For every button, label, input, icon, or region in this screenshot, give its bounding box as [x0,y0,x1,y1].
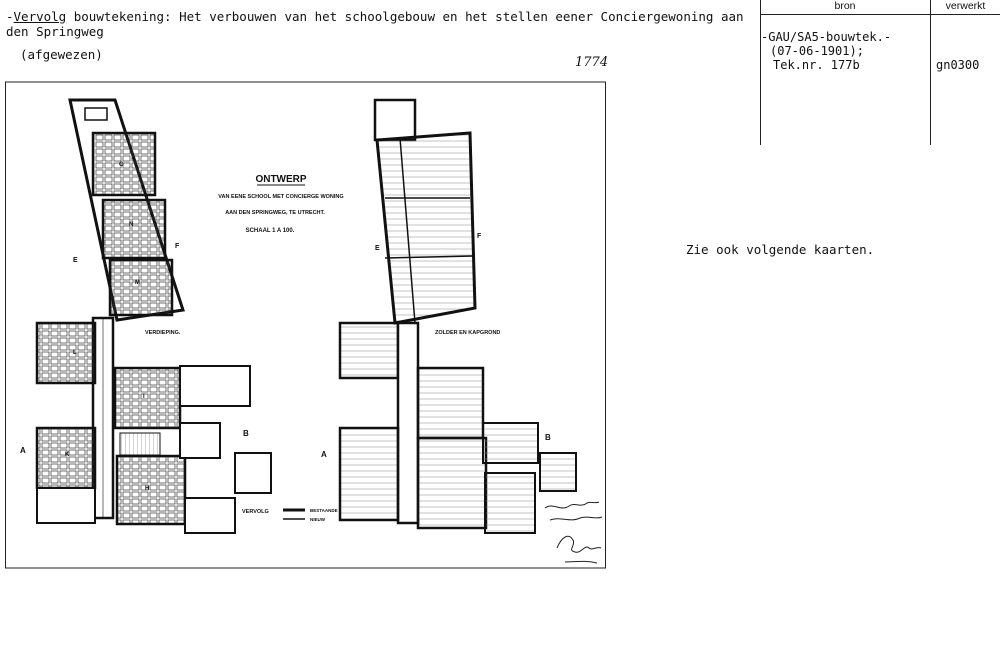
drawing-title: ONTWERP [255,174,307,185]
mark-B-right: B [545,433,551,442]
left-floor-plan [37,100,271,533]
room-L: L [73,350,77,356]
header-verwerkt: verwerkt [945,0,986,12]
room-K: K [65,452,70,458]
architectural-drawing [5,78,608,570]
mark-A-left: A [20,446,26,455]
title-vervolg: Vervolg [13,9,67,24]
legend-existing: BESTAANDE [310,508,338,513]
right-plan-label: ZOLDER EN KAPGROND [435,330,501,336]
drawing-title-block [218,174,343,234]
room-I: I [143,394,145,400]
source-line-3: Tek.nr. 177b [773,58,860,72]
drawing-subtitle-2: AAN DEN SPRINGWEG, TE UTRECHT. [225,210,325,216]
room-N: N [129,222,134,228]
table-border-left [760,0,761,145]
metadata-table [760,0,1000,145]
legend-title: VERVOLG [242,509,269,515]
mark-F-right: F [477,233,482,240]
table-column-divider [930,0,931,145]
drawing-subtitle-1: VAN EENE SCHOOL MET CONCIERGE WONING [218,194,344,200]
room-G: G [119,162,124,168]
status-note: (afgewezen) [20,47,103,62]
drawing-scale: SCHAAL 1 A 100. [245,228,295,234]
processed-value: gn0300 [936,58,980,72]
mark-E-left: E [73,257,78,264]
room-M: M [135,280,140,286]
mark-B-left: B [243,429,249,438]
right-floor-plan [340,100,576,533]
title-rest: bouwtekening: Het verbouwen van het schoolgebouw en het stellen eener Conciergewoning aan den Springweg [6,9,744,39]
left-plan-label: VERDIEPING. [145,330,181,336]
source-line-1: -GAU/SA5-bouwtek.- [761,30,892,44]
mark-E-right: E [375,245,380,252]
title-prefix: - [6,9,14,24]
table-header-divider [760,14,1000,15]
mark-F-left: F [175,243,180,250]
handwritten-signature [545,502,602,563]
mark-A-right: A [321,450,327,459]
handwritten-page-code: 1774 [575,55,609,70]
source-line-2: (07-06-1901); [770,44,864,58]
see-also-note: Zie ook volgende kaarten. [686,242,875,257]
room-H: H [145,486,150,492]
drawing-legend [242,508,338,522]
header-bron: bron [834,0,856,12]
floor-plan-svg [5,78,608,570]
legend-new: NIEUW [310,517,325,522]
document-title [6,9,746,39]
